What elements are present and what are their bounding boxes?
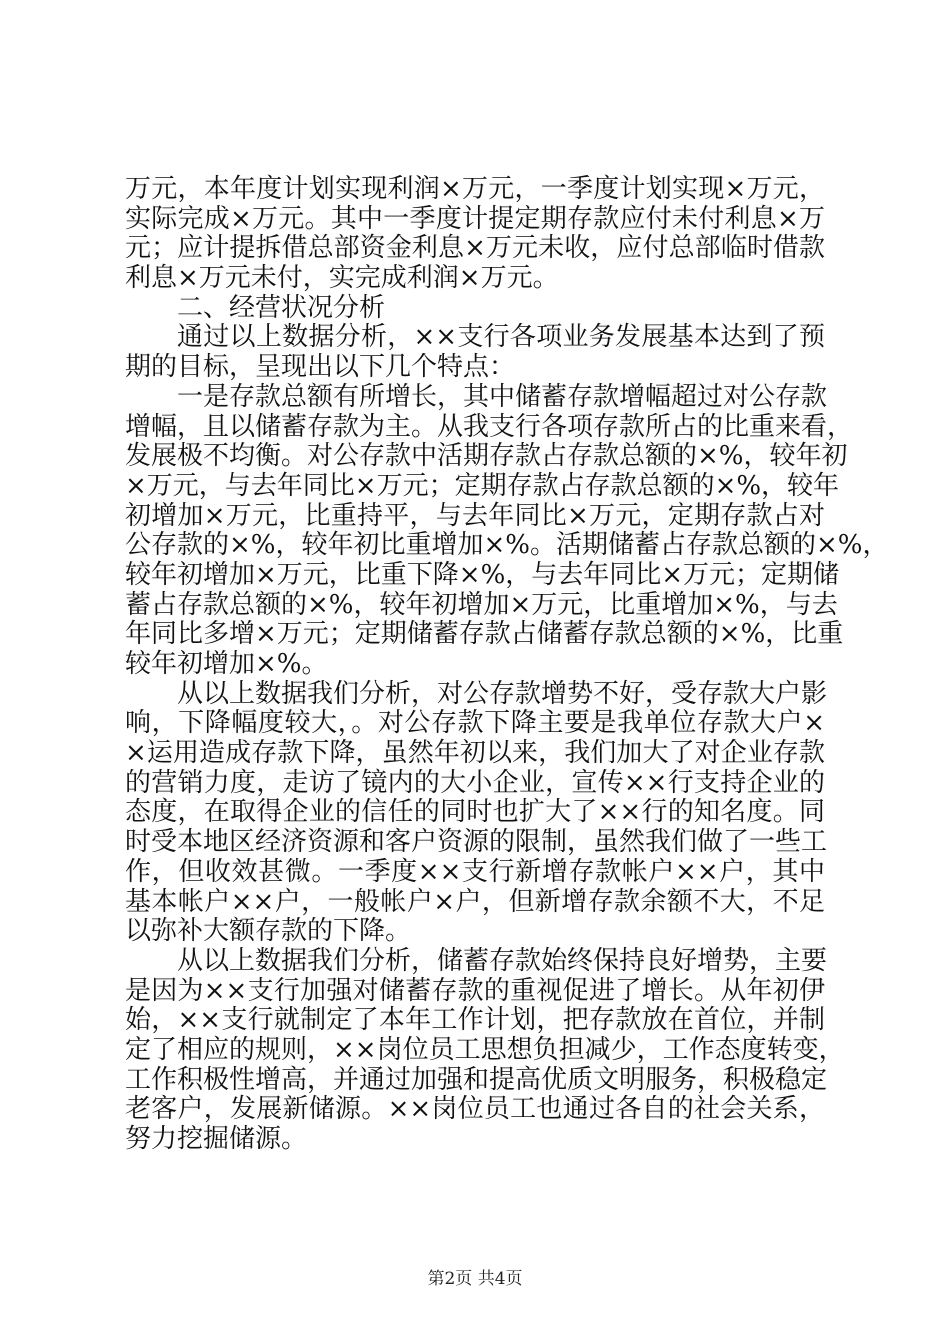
text-line: 基本帐户××户，一般帐户×户，但新增存款余额不大，不足 xyxy=(125,886,825,917)
text-line: 从以上数据我们分析，储蓄存款始终保持良好增势，主要 xyxy=(177,945,828,976)
text-line: 年同比多增×万元；定期储蓄存款占储蓄存款总额的×%，比重 xyxy=(125,619,844,650)
text-line: 增幅，且以储蓄存款为主。从我支行各项存款所占的比重来看， xyxy=(125,411,854,442)
text-line: 实际完成×万元。其中一季度计提定期存款应付未付利息×万 xyxy=(125,203,825,234)
text-line: 公存款的×%，较年初比重增加×%。活期储蓄占存款总额的×%， xyxy=(125,530,889,561)
text-line: 发展极不均衡。对公存款中活期存款占存款总额的×%，较年初 xyxy=(125,441,848,472)
text-line: 是因为××支行加强对储蓄存款的重视促进了增长。从年初伊 xyxy=(125,975,825,1006)
text-line: 初增加×万元，比重持平，与去年同比×万元，定期存款占对 xyxy=(125,500,825,531)
section-heading: 二、经营状况分析 xyxy=(177,292,386,323)
document-body xyxy=(125,174,889,1155)
text-line: ×万元，与去年同比×万元；定期存款占存款总额的×%，较年 xyxy=(125,470,840,501)
text-line: 以弥补大额存款的下降。 xyxy=(125,916,412,947)
text-line: 蓄占存款总额的×%，较年初增加×万元，比重增加×%，与去 xyxy=(125,589,838,620)
text-line: 万元，本年度计划实现利润×万元，一季度计划实现×万元， xyxy=(125,174,825,204)
text-line: 期的目标，呈现出以下几个特点： xyxy=(125,352,516,383)
text-line: 一是存款总额有所增长，其中储蓄存款增幅超过对公存款 xyxy=(177,381,828,412)
text-line: 的营销力度，走访了镜内的大小企业，宣传××行支持企业的 xyxy=(125,767,825,798)
page-footer xyxy=(0,1264,950,1289)
text-line: 工作积极性增高，并通过加强和提高优质文明服务，积极稳定 xyxy=(125,1064,828,1095)
text-line: 通过以上数据分析，××支行各项业务发展基本达到了预 xyxy=(177,322,825,353)
text-line: 作，但收效甚微。一季度××支行新增存款帐户××户，其中 xyxy=(125,856,825,887)
text-line: 始，××支行就制定了本年工作计划，把存款放在首位，并制 xyxy=(125,1005,825,1036)
text-line: 从以上数据我们分析，对公存款增势不好，受存款大户影 xyxy=(177,678,828,709)
text-line: 定了相应的规则，××岗位员工思想负担减少，工作态度转变， xyxy=(125,1034,845,1065)
text-line: 较年初增加×%。 xyxy=(125,649,328,679)
text-line: 元；应计提拆借总部资金利息×万元未收，应付总部临时借款 xyxy=(125,233,825,264)
text-line: 时受本地区经济资源和客户资源的限制，虽然我们做了一些工 xyxy=(125,827,828,858)
page-number: 第2页 共4页 xyxy=(427,1269,523,1289)
text-line: 老客户，发展新储源。××岗位员工也通过各自的社会关系， xyxy=(125,1094,825,1125)
text-line: 较年初增加×万元，比重下降×%，与去年同比×万元；定期储 xyxy=(125,559,840,590)
text-line: 努力挖掘储源。 xyxy=(125,1124,308,1154)
text-line: ×运用造成存款下降，虽然年初以来，我们加大了对企业存款 xyxy=(125,738,825,769)
text-line: 利息×万元未付，实完成利润×万元。 xyxy=(125,263,559,294)
text-line: 态度，在取得企业的信任的同时也扩大了××行的知名度。同 xyxy=(125,797,825,828)
text-line: 响，下降幅度较大，。对公存款下降主要是我单位存款大户× xyxy=(125,708,825,739)
